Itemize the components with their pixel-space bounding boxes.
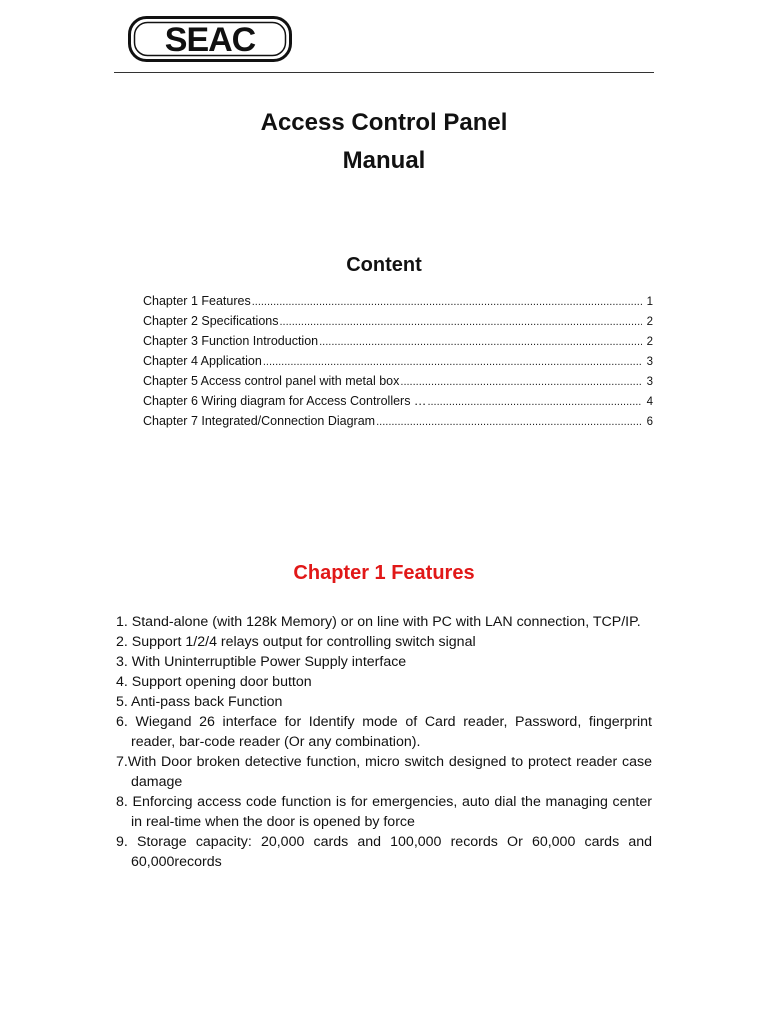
toc-entry-page: 3	[646, 356, 653, 368]
seac-logo-text: SEAC	[164, 21, 256, 59]
toc-entry-chapter-2[interactable]	[143, 314, 653, 334]
feature-item: 7.With Door broken detective function, micro switch designed to protect reader case damage	[116, 754, 652, 790]
document-title-line2: Manual	[342, 147, 426, 174]
toc-entry-chapter-1[interactable]	[143, 294, 653, 314]
document-title	[0, 104, 768, 180]
feature-item: 2. Support 1/2/4 relays output for controlling switch signal	[116, 634, 476, 650]
feature-item: 1. Stand-alone (with 128k Memory) or on line with PC with LAN connection, TCP/IP.	[116, 614, 641, 630]
toc-leader-dots	[280, 316, 643, 328]
feature-item: 8. Enforcing access code function is for emergencies, auto dial the managing center in real-time when the door is opened by force	[116, 794, 652, 830]
toc-entry-label: Chapter 6 Wiring diagram for Access Controllers …	[143, 394, 427, 408]
toc-entry-chapter-5[interactable]	[143, 374, 653, 394]
toc-entry-page: 2	[646, 316, 653, 328]
toc-entry-label: Chapter 7 Integrated/Connection Diagram	[143, 414, 376, 428]
toc-leader-dots	[376, 416, 642, 428]
toc-entry-label: Chapter 1 Features	[143, 294, 251, 308]
toc-entry-label: Chapter 4 Application	[143, 354, 262, 368]
seac-logo	[128, 16, 292, 62]
feature-list	[116, 612, 652, 872]
toc-leader-dots	[252, 296, 642, 308]
toc-entry-page: 4	[646, 396, 653, 408]
toc-leader-dots	[427, 396, 642, 408]
toc-leader-dots	[400, 376, 642, 388]
feature-item: 3. With Uninterruptible Power Supply interface	[116, 654, 407, 670]
table-of-contents	[143, 294, 653, 434]
toc-entry-label: Chapter 5 Access control panel with metal box	[143, 374, 400, 388]
header-divider	[114, 72, 654, 73]
feature-item: 4. Support opening door button	[116, 674, 312, 690]
toc-entry-chapter-4[interactable]	[143, 354, 653, 374]
toc-entry-page: 6	[646, 416, 653, 428]
feature-item: 6. Wiegand 26 interface for Identify mode of Card reader, Password, fingerprint reader, bar-code reader (Or any combination).	[116, 714, 652, 750]
toc-entry-chapter-3[interactable]	[143, 334, 653, 354]
chapter-1-heading: Chapter 1 Features	[293, 562, 475, 584]
document-title-line1: Access Control Panel	[260, 109, 508, 136]
toc-entry-label: Chapter 3 Function Introduction	[143, 334, 319, 348]
toc-entry-chapter-7[interactable]	[143, 414, 653, 434]
seac-logo-graphic	[128, 16, 292, 62]
toc-entry-page: 1	[646, 296, 653, 308]
feature-item: 5. Anti-pass back Function	[116, 694, 283, 710]
toc-entry-chapter-6[interactable]	[143, 394, 653, 414]
toc-leader-dots	[263, 356, 642, 368]
feature-item: 9. Storage capacity: 20,000 cards and 100,000 records Or 60,000 cards and 60,000records	[116, 834, 652, 870]
toc-heading: Content	[346, 254, 422, 276]
toc-leader-dots	[319, 336, 642, 348]
toc-entry-label: Chapter 2 Specifications	[143, 314, 279, 328]
toc-entry-page: 2	[646, 336, 653, 348]
toc-entry-page: 3	[646, 376, 653, 388]
